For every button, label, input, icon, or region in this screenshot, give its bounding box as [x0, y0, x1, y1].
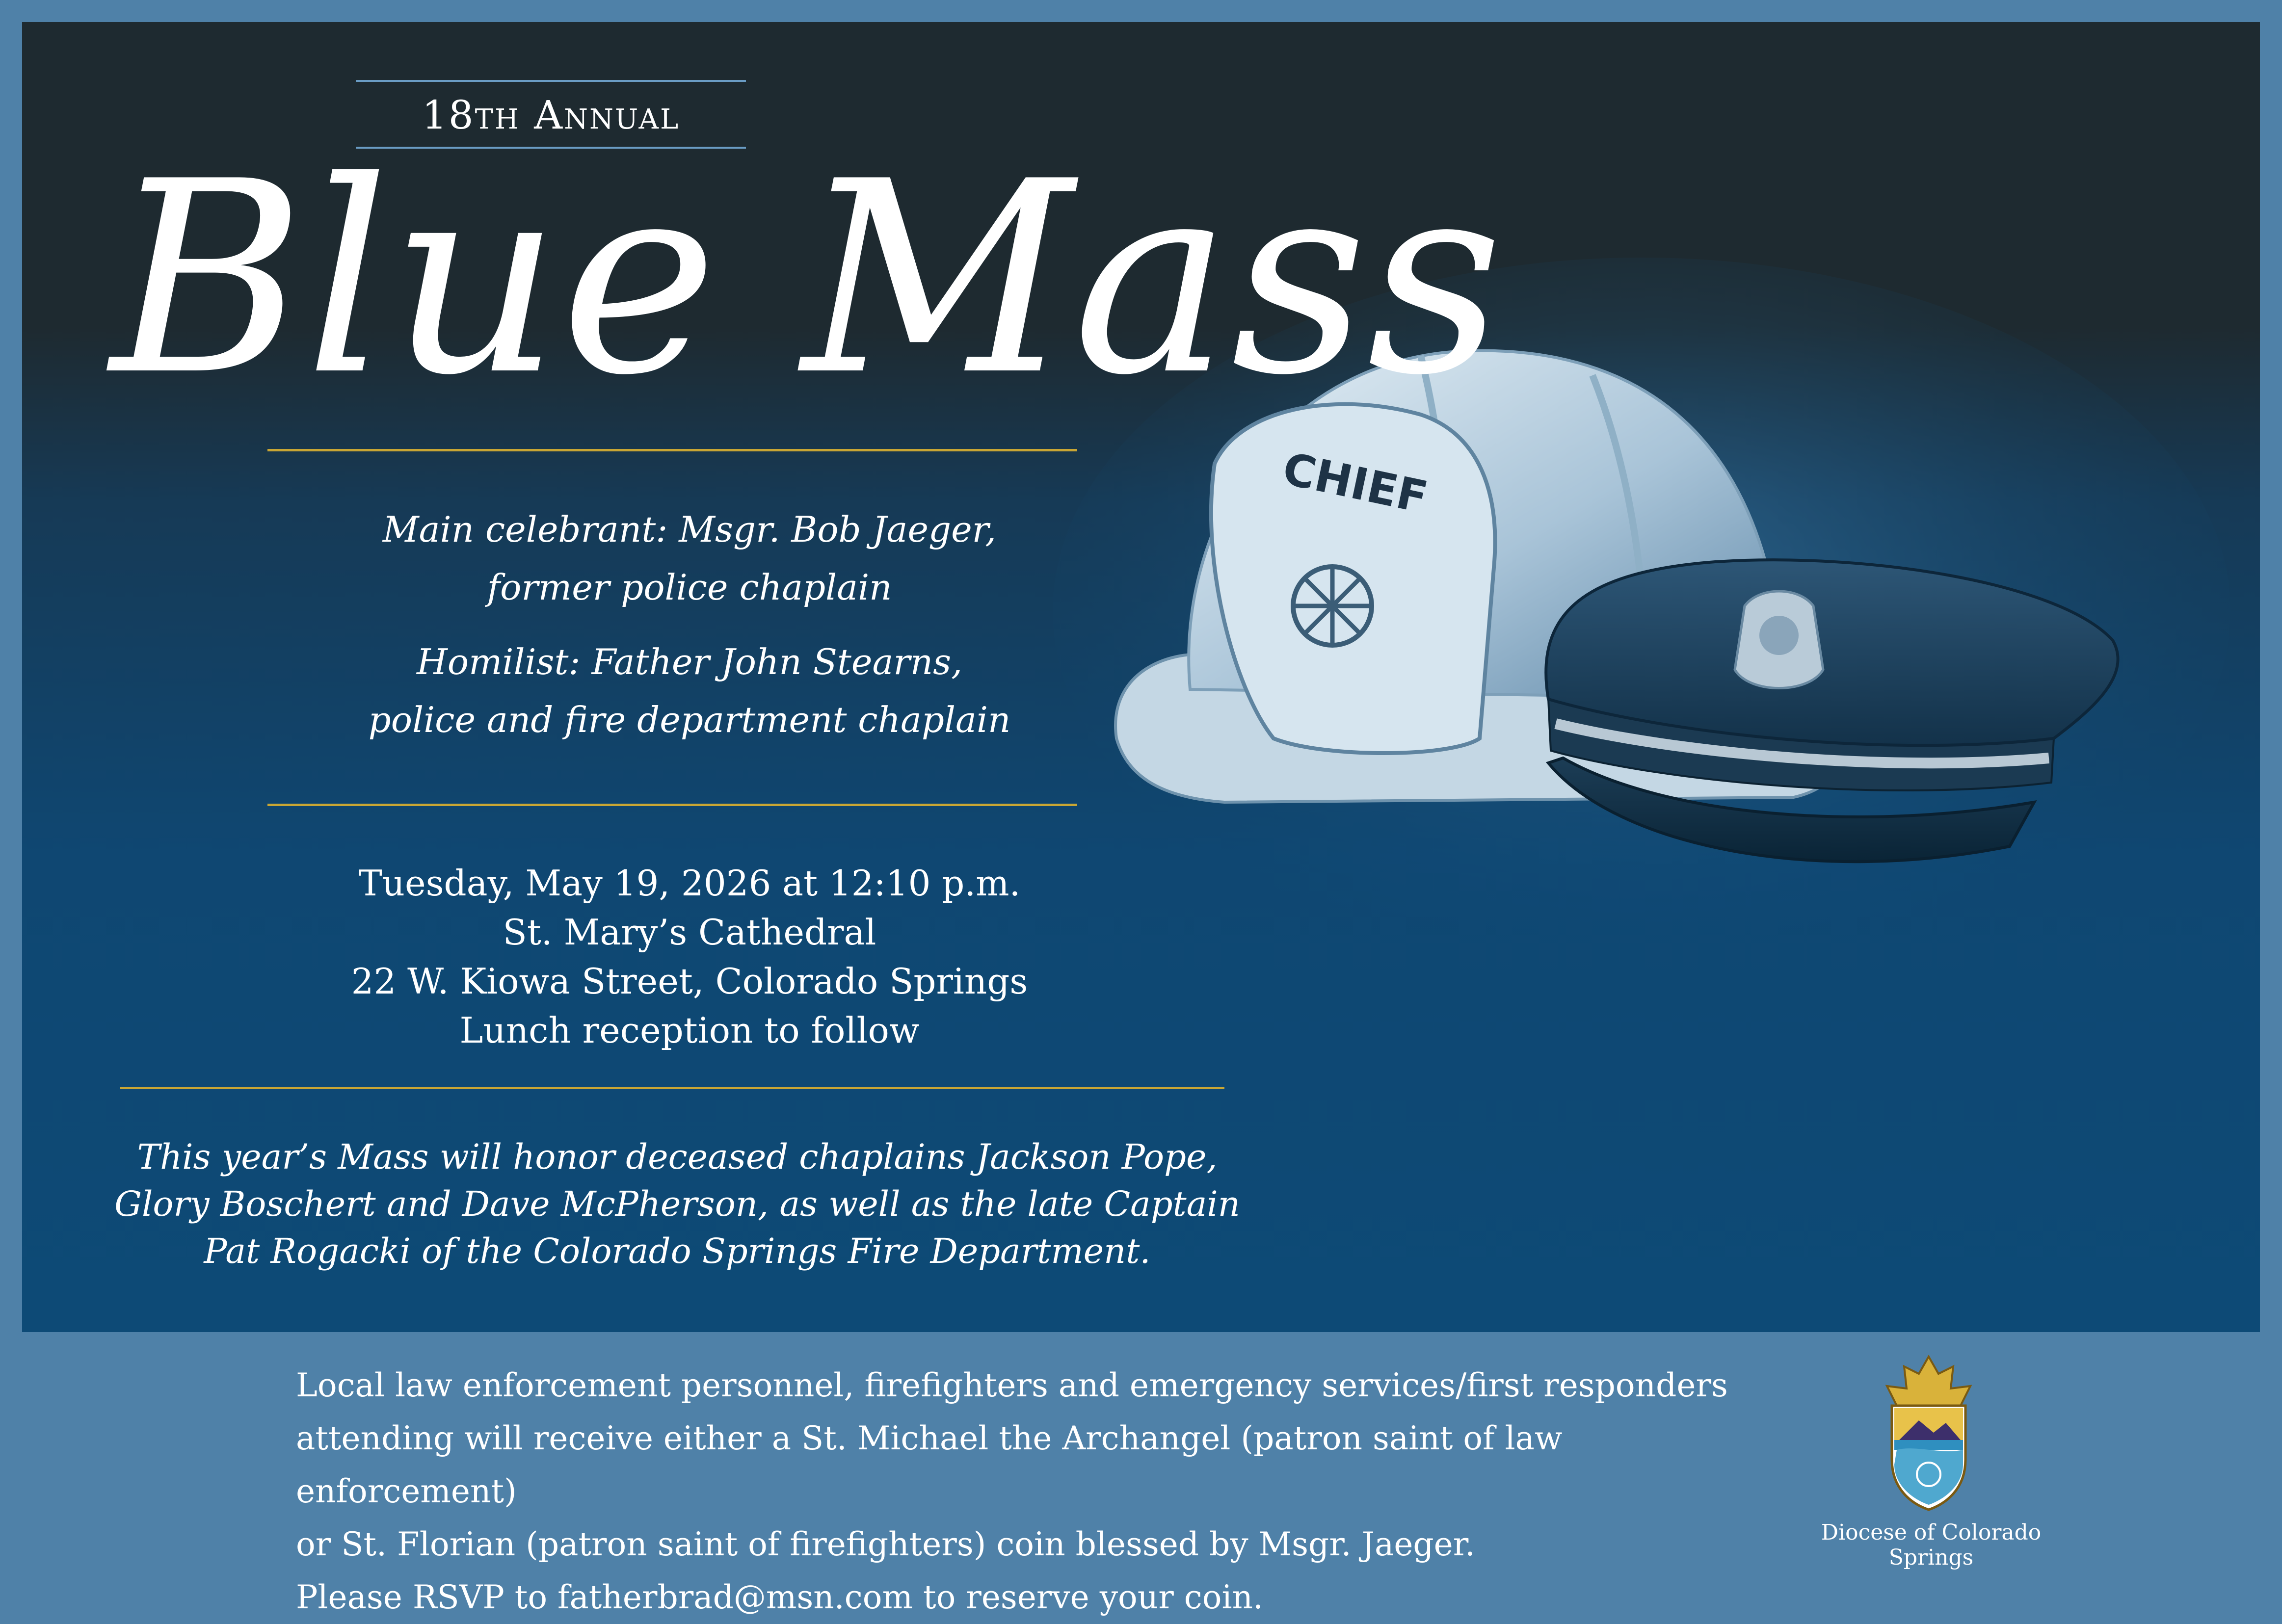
coin-info	[296, 1359, 1768, 1624]
gold-rule-3	[120, 1087, 1224, 1089]
gold-rule-2	[267, 804, 1077, 806]
coin-info-line3: or St. Florian (patron saint of firefighters) coin blessed by Msgr. Jaeger.	[296, 1525, 1476, 1563]
honor-line1: This year’s Mass will honor deceased chaplains Jackson Pope,	[137, 1137, 1218, 1177]
event-title	[96, 125, 1503, 439]
gold-rule-1	[267, 449, 1077, 451]
event-details	[218, 859, 1161, 1055]
diocese-crest-icon	[1872, 1352, 1985, 1514]
coin-info-line2: attending will receive either a St. Michael the Archangel (patron saint of law enforcement)	[296, 1419, 1563, 1510]
event-address: 22 W. Kiowa Street, Colorado Springs	[351, 961, 1028, 1002]
rsvp-line: Please RSVP to fatherbrad@msn.com to reserve your coin.	[296, 1578, 1264, 1616]
coin-info-line1: Local law enforcement personnel, firefighters and emergency services/first responders	[296, 1366, 1728, 1404]
homilist	[218, 633, 1161, 749]
event-venue: St. Mary’s Cathedral	[503, 912, 876, 953]
honor-line2: Glory Boschert and Dave McPherson, as well as the late Captain	[114, 1184, 1240, 1224]
main-celebrant	[218, 500, 1161, 616]
honor-line3: Pat Rogacki of the Colorado Springs Fire Department.	[204, 1231, 1151, 1271]
diocese-caption: Diocese of Colorado Springs	[1821, 1520, 2042, 1570]
homilist-line2: police and fire department chaplain	[368, 699, 1011, 740]
helmet-badge-text: CHIEF	[1278, 443, 1432, 524]
event-title-text: Blue Mass	[110, 125, 1503, 433]
main-celebrant-line2: former police chaplain	[487, 567, 892, 608]
main-panel	[22, 22, 2260, 1332]
event-date-time: Tuesday, May 19, 2026 at 12:10 p.m.	[358, 863, 1021, 904]
event-reception: Lunch reception to follow	[459, 1010, 920, 1051]
homilist-line1: Homilist: Father John Stearns,	[417, 641, 962, 682]
main-celebrant-line1: Main celebrant: Msgr. Bob Jaeger,	[382, 509, 997, 550]
honor-statement	[96, 1133, 1259, 1275]
annual-label: 18th Annual	[356, 80, 746, 149]
